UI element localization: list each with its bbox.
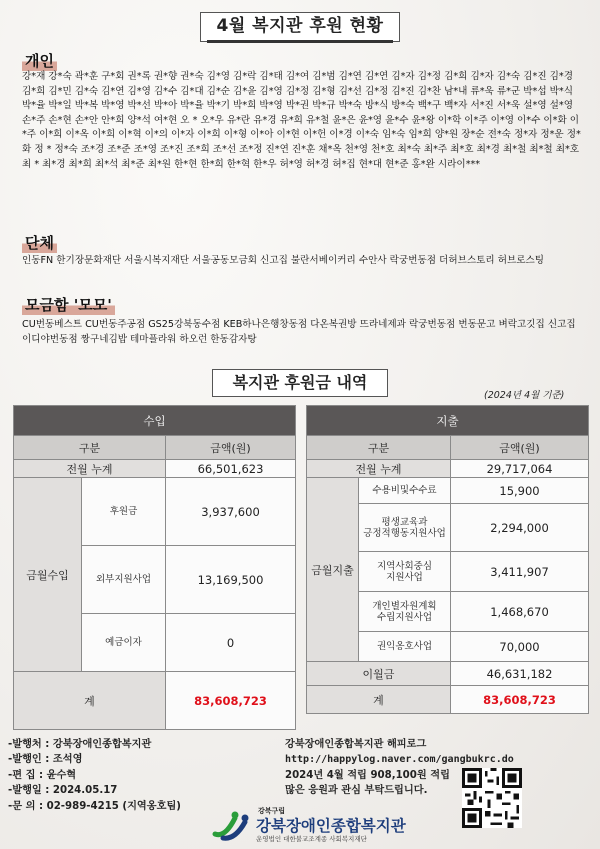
income-group-label: 금월수입 bbox=[14, 478, 82, 672]
promo-line2: 많은 응원과 관심 부탁드립니다. bbox=[285, 785, 428, 797]
expense-header: 지출 bbox=[307, 406, 589, 436]
expense-item-label: 개인별자원계획 수립지원사업 bbox=[359, 592, 451, 632]
expense-item-label: 권익옹호사업 bbox=[359, 632, 451, 662]
issuer: -발행인 : 조석영 bbox=[8, 754, 83, 766]
individual-donors: 강*재 강*숙 곽*훈 구*회 권*록 권*향 권*숙 김*영 김*락 김*태 김*여 김*범 김*연 김*연 김*자 김*정 김*희 김*자 김*숙 김*진 김*경 김*희 김*민 김*숙 김*연 김*영 김*수 김*대 김*순 김*윤 김*영 김*정 김*형 김*선 김*정 김*진 김*찬 남*내 류*욱 류*군 박*섭 박*식 박*율 박*일 박*복 박*영 박*선 박*아 박*율 박*기 박*희 박*영 박*권 박*규 박*숙 방*식 방*숙 백*구 백*자 서*진 서*욱 설*영 설*영 손*주 손*현 손*안 안*희 양*석 여*현 오 * 오*우 유*란 유*경 유*희 유*철 윤*은 윤*영 윤*수 윤*왕 이*학 이*주 이*영 이*수 이*화 이*주 이*희 이*옥 이*희 이*혁 이*의 이*자 이*희 이*형 이*아 이*현 이*헌 이*경 이*숙 임*숙 임*희 양*원 장*순 전*숙 정*자 정*운 정*화 정 * 정*숙 조*경 조*준 조*영 조*진 조*희 조*선 조*정 진*연 진*훈 채*옥 천*영 천*호 최*숙 최*주 최*호 최*경 최*철 최*철 최*호 최 * 최*경 최*희 최*석 최*준 최*원 한*현 한*희 한*혁 한*우 허*영 허*경 허*집 현*대 현*준 홍*완 시라이*** bbox=[22, 71, 581, 170]
organization-donors: 인동FN 한기장문화재단 서울시복지재단 서울공동모금회 신고집 불란서베이커리 수안사 락궁번동점 더허브스토리 허브로스팅 bbox=[22, 255, 545, 266]
expense-col-amount: 금액(원) bbox=[451, 436, 589, 460]
publication-info bbox=[8, 737, 181, 814]
logo-small-text: 강북구립 bbox=[258, 807, 286, 815]
promo-title: 강북장애인종합복지관 해피로그 bbox=[285, 739, 427, 750]
expense-item-label: 수용비및수수료 bbox=[359, 478, 451, 504]
income-item-label: 예금이자 bbox=[82, 614, 166, 672]
promo-line1: 2024년 4월 적립 908,100원 적립 bbox=[285, 769, 450, 781]
expense-prev-label: 전월 누계 bbox=[307, 460, 451, 478]
income-col-amount: 금액(원) bbox=[166, 436, 296, 460]
income-total-value: 83,608,723 bbox=[166, 672, 296, 730]
finance-title: 복지관 후원금 내역 bbox=[212, 369, 388, 397]
income-item-label: 외부지원사업 bbox=[82, 546, 166, 614]
promo-url[interactable]: http://happylog.naver.com/gangbukrc.do bbox=[285, 754, 514, 766]
expense-item-value: 1,468,670 bbox=[451, 592, 589, 632]
income-table bbox=[13, 405, 296, 730]
expense-total-label: 계 bbox=[307, 686, 451, 714]
expense-item-label: 평생교육과 긍정적행동지원사업 bbox=[359, 504, 451, 552]
issue-date: -발행일 : 2024.05.17 bbox=[8, 785, 118, 797]
expense-prev-value: 29,717,064 bbox=[451, 460, 589, 478]
expense-item-value: 15,900 bbox=[451, 478, 589, 504]
welfare-center-logo-icon bbox=[211, 808, 251, 844]
organization-heading: 단체 bbox=[22, 232, 57, 253]
expense-table bbox=[306, 405, 589, 714]
as-of-date: (2024년 4월 기준) bbox=[484, 390, 565, 401]
expense-item-value: 70,000 bbox=[451, 632, 589, 662]
publisher: -발행처 : 강북장애인종합복지관 bbox=[8, 739, 152, 750]
page-title-text: 4월 복지관 후원 현황 bbox=[216, 16, 384, 36]
income-total-label: 계 bbox=[14, 672, 166, 730]
expense-item-value: 3,411,907 bbox=[451, 552, 589, 592]
collection-donors: CU번동베스트 CU번동주공점 GS25강북동수점 KEB하나은행창동점 다온복권방 뜨라네제과 락궁번동점 번동문고 벼락고깃집 신고집 이디야번동점 짱구네김밥 테마플라워 하오런 한동감자탕 bbox=[22, 319, 576, 345]
expense-total-value: 83,608,723 bbox=[451, 686, 589, 714]
expense-col-category: 구분 bbox=[307, 436, 451, 460]
expense-item-value: 2,294,000 bbox=[451, 504, 589, 552]
logo-main-text: 강북장애인종합복지관 bbox=[256, 817, 406, 835]
logo-sub-text: 운영법인 대한불교조계종 사회복지재단 bbox=[256, 835, 367, 843]
expense-carry-value: 46,631,182 bbox=[451, 662, 589, 686]
income-item-label: 후원금 bbox=[82, 478, 166, 546]
income-col-category: 구분 bbox=[14, 436, 166, 460]
expense-item-label: 지역사회중심 지원사업 bbox=[359, 552, 451, 592]
contact: -문 의 : 02-989-4215 (지역옹호팀) bbox=[8, 800, 181, 812]
editor: -편 집 : 윤수혁 bbox=[8, 769, 77, 781]
page-title bbox=[200, 12, 400, 42]
income-item-value: 13,169,500 bbox=[166, 546, 296, 614]
income-item-value: 3,937,600 bbox=[166, 478, 296, 546]
income-prev-label: 전월 누계 bbox=[14, 460, 166, 478]
income-prev-value: 66,501,623 bbox=[166, 460, 296, 478]
income-header: 수입 bbox=[14, 406, 296, 436]
income-item-value: 0 bbox=[166, 614, 296, 672]
expense-group-label: 금월지출 bbox=[307, 478, 359, 662]
collection-heading: 모금함 '모모' bbox=[22, 294, 115, 315]
expense-carry-label: 이월금 bbox=[307, 662, 451, 686]
individual-heading: 개인 bbox=[22, 50, 57, 71]
qr-code-icon[interactable] bbox=[462, 768, 522, 828]
